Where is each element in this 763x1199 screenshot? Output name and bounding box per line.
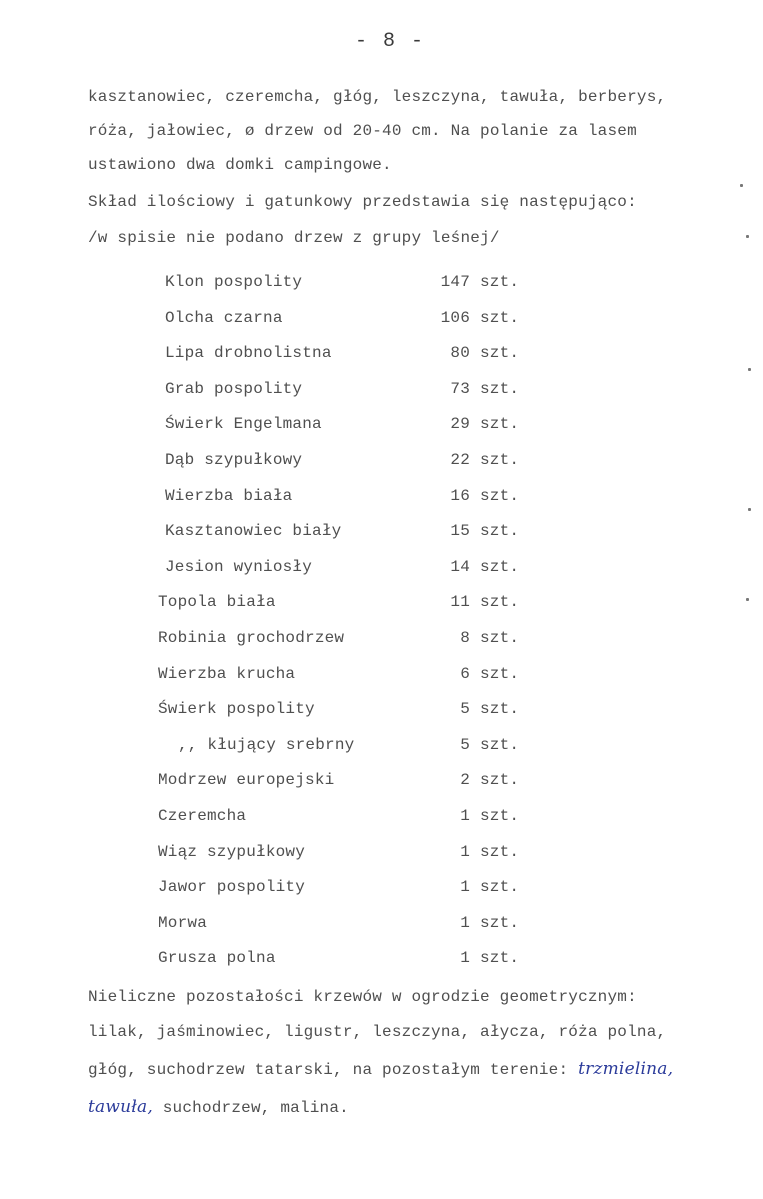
- species-count: 5: [460, 736, 470, 754]
- intro-line-5: /w spisie nie podano drzew z grupy leśnej/: [88, 229, 500, 247]
- species-unit: szt.: [480, 807, 520, 825]
- species-name: Dąb szypułkowy: [165, 451, 303, 469]
- species-count: 15: [450, 522, 470, 540]
- species-unit: szt.: [480, 593, 520, 611]
- species-name: Modrzew europejski: [158, 771, 335, 789]
- species-unit: szt.: [480, 736, 520, 754]
- intro-line-1: kasztanowiec, czeremcha, głóg, leszczyna, tawuła, berberys,: [88, 88, 667, 106]
- species-count: 16: [450, 487, 470, 505]
- species-name: Grab pospolity: [165, 380, 303, 398]
- species-name: Świerk pospolity: [158, 700, 315, 718]
- closing-line-4-typed: suchodrzew, malina.: [162, 1099, 349, 1117]
- closing-line-1: Nieliczne pozostałości krzewów w ogrodzie geometrycznym:: [88, 988, 637, 1006]
- species-unit: szt.: [480, 665, 520, 683]
- species-count: 147: [440, 273, 470, 291]
- species-name: Grusza polna: [158, 949, 276, 967]
- species-unit: szt.: [480, 700, 520, 718]
- intro-line-4: Skład ilościowy i gatunkowy przedstawia się następująco:: [88, 193, 637, 211]
- species-name: Świerk Engelmana: [165, 415, 322, 433]
- page-number: - 8 -: [355, 30, 426, 53]
- margin-mark: [748, 368, 751, 371]
- species-count: 5: [460, 700, 470, 718]
- species-name: Morwa: [158, 914, 208, 932]
- margin-mark: [748, 508, 751, 511]
- species-name: ,, kłujący srebrny: [178, 736, 355, 754]
- species-name: Wierzba krucha: [158, 665, 296, 683]
- species-name: Olcha czarna: [165, 309, 283, 327]
- species-unit: szt.: [480, 309, 520, 327]
- species-unit: szt.: [480, 273, 520, 291]
- species-unit: szt.: [480, 344, 520, 362]
- species-count: 80: [450, 344, 470, 362]
- species-count: 6: [460, 665, 470, 683]
- species-name: Wierzba biała: [165, 487, 293, 505]
- species-unit: szt.: [480, 451, 520, 469]
- species-count: 1: [460, 843, 470, 861]
- species-name: Kasztanowiec biały: [165, 522, 342, 540]
- closing-line-4: [88, 1097, 349, 1117]
- species-name: Klon pospolity: [165, 273, 303, 291]
- species-unit: szt.: [480, 522, 520, 540]
- species-name: Lipa drobnolistna: [165, 344, 332, 362]
- species-name: Robinia grochodrzew: [158, 629, 345, 647]
- margin-mark: [746, 598, 749, 601]
- margin-mark: [740, 184, 743, 187]
- species-unit: szt.: [480, 843, 520, 861]
- species-unit: szt.: [480, 558, 520, 576]
- species-count: 1: [460, 807, 470, 825]
- species-unit: szt.: [480, 878, 520, 896]
- closing-line-3: [88, 1059, 673, 1079]
- species-count: 29: [450, 415, 470, 433]
- species-count: 2: [460, 771, 470, 789]
- species-unit: szt.: [480, 415, 520, 433]
- intro-line-2: róża, jałowiec, ø drzew od 20-40 cm. Na polanie za lasem: [88, 122, 637, 140]
- species-count: 1: [460, 914, 470, 932]
- intro-line-3: ustawiono dwa domki campingowe.: [88, 156, 392, 174]
- handwritten-annotation-2: tawuła,: [88, 1097, 153, 1117]
- closing-line-2: lilak, jaśminowiec, ligustr, leszczyna, ałycza, róża polna,: [88, 1023, 667, 1041]
- species-count: 14: [450, 558, 470, 576]
- handwritten-annotation-1: trzmielina,: [578, 1059, 674, 1079]
- species-name: Wiąz szypułkowy: [158, 843, 306, 861]
- species-count: 1: [460, 949, 470, 967]
- species-count: 106: [440, 309, 470, 327]
- species-count: 22: [450, 451, 470, 469]
- closing-line-3-typed: głóg, suchodrzew tatarski, na pozostałym terenie:: [88, 1061, 569, 1079]
- species-unit: szt.: [480, 380, 520, 398]
- species-unit: szt.: [480, 949, 520, 967]
- species-count: 11: [450, 593, 470, 611]
- species-name: Jawor pospolity: [158, 878, 306, 896]
- species-unit: szt.: [480, 914, 520, 932]
- species-count: 1: [460, 878, 470, 896]
- species-unit: szt.: [480, 771, 520, 789]
- margin-mark: [746, 235, 749, 238]
- species-name: Topola biała: [158, 593, 276, 611]
- species-count: 73: [450, 380, 470, 398]
- species-name: Jesion wyniosły: [165, 558, 313, 576]
- species-count: 8: [460, 629, 470, 647]
- species-name: Czeremcha: [158, 807, 247, 825]
- species-unit: szt.: [480, 629, 520, 647]
- species-unit: szt.: [480, 487, 520, 505]
